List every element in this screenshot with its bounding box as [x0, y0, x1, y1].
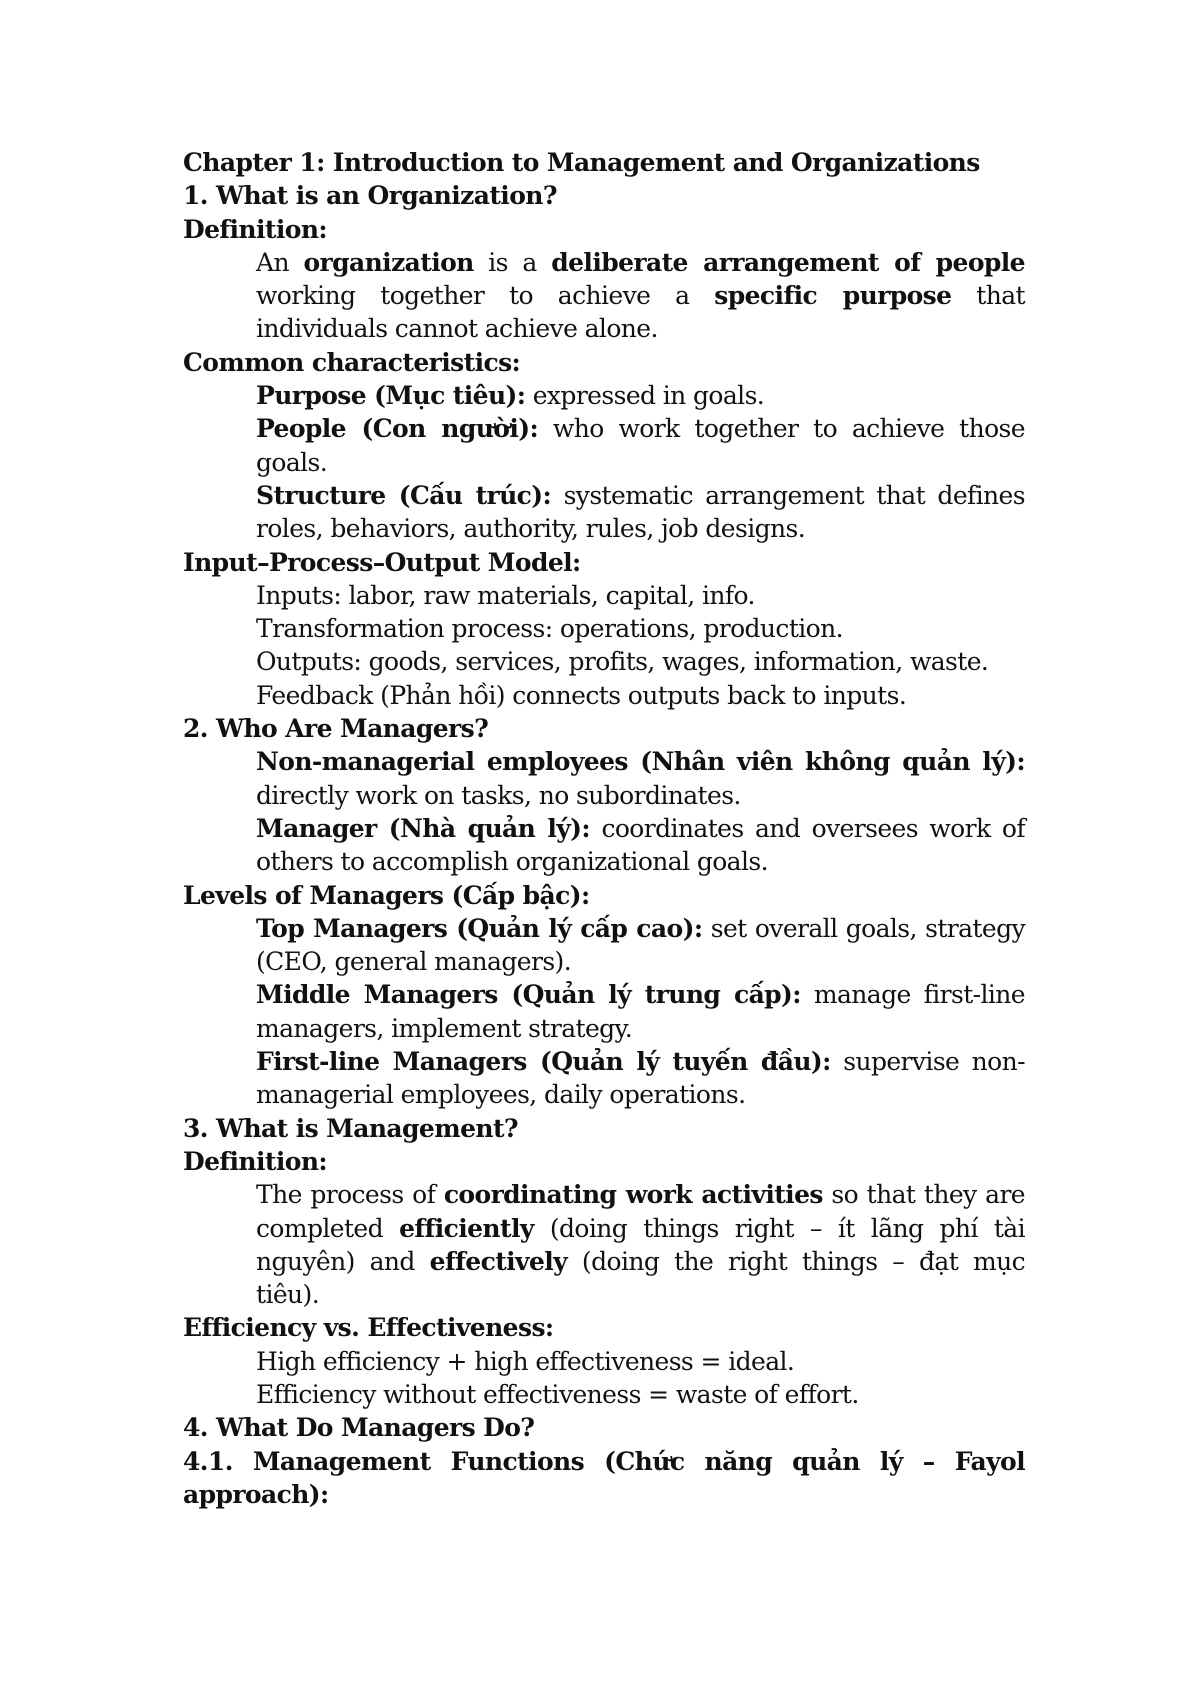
chapter-title: Chapter 1: Introduction to Management and Organizations	[183, 148, 980, 177]
definition-label: Definition:	[183, 214, 328, 244]
characteristics-label: Common characteristics:	[183, 347, 521, 377]
section-heading-organization: 1. What is an Organization?	[183, 181, 557, 211]
manager-type-item: Manager (Nhà quản lý): coordinates and oversees work of others to accomplish organizational goals.	[256, 813, 1025, 877]
document-page	[183, 146, 1025, 1511]
efficiency-item: High efficiency + high effectiveness = ideal.	[256, 1346, 795, 1376]
ipo-item: Feedback (Phản hồi) connects outputs back to inputs.	[256, 680, 907, 710]
ipo-model-label: Input–Process–Output Model:	[183, 547, 581, 577]
section-heading-management: 3. What is Management?	[183, 1113, 518, 1143]
characteristic-item: People (Con người): who work together to achieve those goals.	[256, 414, 1025, 477]
subsection-heading-functions: 4.1. Management Functions (Chức năng quản lý – Fayol approach):	[183, 1446, 1025, 1509]
section-heading-what-managers-do: 4. What Do Managers Do?	[183, 1413, 535, 1443]
efficiency-item: Efficiency without effectiveness = waste of effort.	[256, 1379, 859, 1409]
characteristic-item: Purpose (Mục tiêu): expressed in goals.	[256, 381, 765, 411]
section-heading-managers: 2. Who Are Managers?	[183, 714, 489, 744]
manager-type-item: Non-managerial employees (Nhân viên không quản lý): directly work on tasks, no subordinates.	[256, 747, 1025, 810]
ipo-item: Transformation process: operations, production.	[256, 614, 843, 644]
definition-label: Definition:	[183, 1146, 328, 1176]
characteristic-item: Structure (Cấu trúc): systematic arrangement that defines roles, behaviors, authority, rules, job designs.	[256, 480, 1025, 544]
management-definition: The process of coordinating work activities so that they are completed efficiently (doing things right – ít lãng phí tài nguyên) and effectively (doing the right things – đạt mục tiêu).	[256, 1180, 1025, 1310]
efficiency-label: Efficiency vs. Effectiveness:	[183, 1313, 554, 1343]
ipo-item: Outputs: goods, services, profits, wages, information, waste.	[256, 647, 989, 677]
manager-level-item: First-line Managers (Quản lý tuyến đầu): supervise non-managerial employees, daily operations.	[256, 1047, 1025, 1110]
ipo-item: Inputs: labor, raw materials, capital, info.	[256, 580, 755, 610]
levels-label: Levels of Managers (Cấp bậc):	[183, 880, 590, 910]
manager-level-item: Middle Managers (Quản lý trung cấp): manage first-line managers, implement strategy.	[256, 980, 1025, 1043]
manager-level-item: Top Managers (Quản lý cấp cao): set overall goals, strategy (CEO, general managers).	[256, 913, 1025, 977]
organization-definition: An organization is a deliberate arrangement of people working together to achieve a specific purpose that individuals cannot achieve alone.	[256, 247, 1025, 344]
